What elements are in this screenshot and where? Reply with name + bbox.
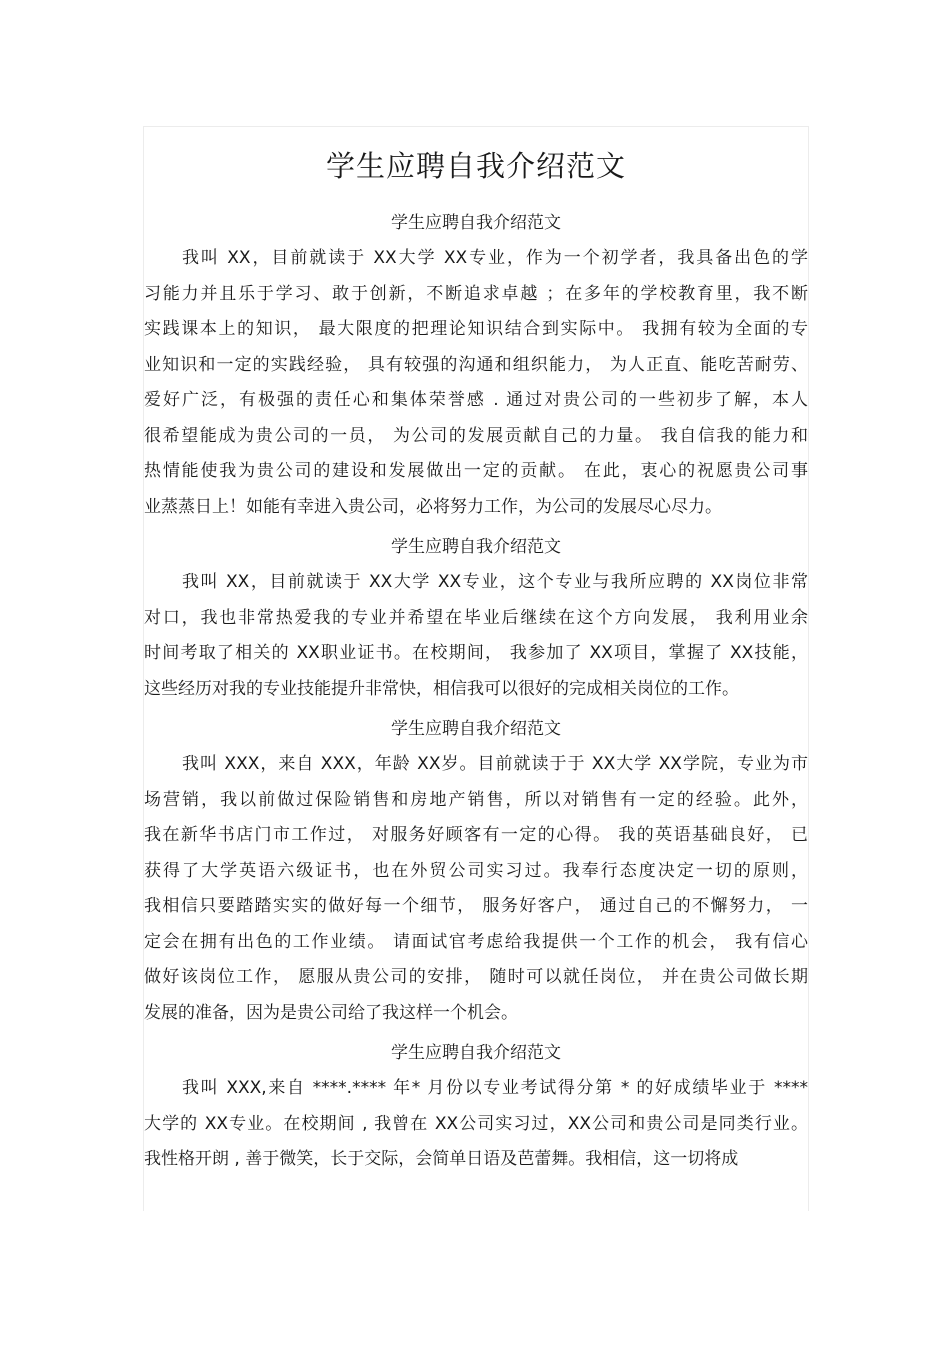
paragraph-line: 爱好广泛，有极强的责任心和集体荣誉感 . 通过对贵公司的一些初步了解，本人: [144, 390, 808, 410]
paragraph-line: 场营销，我以前做过保险销售和房地产销售，所以对销售有一定的经验。此外，: [144, 789, 808, 810]
section-2: [144, 529, 808, 707]
section-4: [144, 1035, 808, 1178]
paragraph-line: 这些经历对我的专业技能提升非常快，相信我可以很好的完成相关岗位的工作。: [144, 678, 739, 699]
section-3: [144, 711, 808, 1031]
paragraph-line: 我在新华书店门市工作过， 对服务好顾客有一定的心得。 我的英语基础良好， 已: [144, 825, 808, 845]
section-paragraph: [144, 1071, 808, 1178]
paragraph-line: 定会在拥有出色的工作业绩。 请面试官考虑给我提供一个工作的机会， 我有信心: [144, 931, 808, 952]
paragraph-line: 大学的 XX专业。在校期间 , 我曾在 XX公司实习过，XX公司和贵公司是同类行业。: [144, 1113, 808, 1134]
paragraph-line: 做好该岗位工作， 愿服从贵公司的安排， 随时可以就任岗位， 并在贵公司做长期: [144, 967, 808, 987]
paragraph-line: 发展的准备，因为是贵公司给了我这样一个机会。: [144, 1002, 518, 1023]
paragraph-line: 热情能使我为贵公司的建设和发展做出一定的贡献。 在此，衷心的祝愿贵公司事: [144, 461, 808, 481]
paragraph-line: 我性格开朗 , 善于微笑，长于交际，会简单日语及芭蕾舞。我相信，这一切将成: [144, 1149, 739, 1169]
section-paragraph: [144, 241, 808, 525]
section-heading: 学生应聘自我介绍范文: [391, 1043, 561, 1063]
paragraph-line: 我叫 XXX，来自 XXX，年龄 XX岁。目前就读于于 XX大学 XX学院，专业为市: [182, 754, 808, 774]
paragraph-line: 获得了大学英语六级证书，也在外贸公司实习过。我奉行态度决定一切的原则，: [144, 860, 808, 881]
section-paragraph: [144, 565, 808, 707]
section-heading: 学生应聘自我介绍范文: [391, 719, 561, 739]
paragraph-line: 业蒸蒸日上！如能有幸进入贵公司，必将努力工作，为公司的发展尽心尽力。: [144, 496, 722, 517]
section-1: [144, 205, 808, 525]
section-heading: 学生应聘自我介绍范文: [391, 213, 561, 233]
paragraph-line: 习能力并且乐于学习、敢于创新，不断追求卓越 ；在多年的学校教育里，我不断: [144, 283, 808, 304]
document-page: [143, 126, 809, 1211]
paragraph-line: 实践课本上的知识， 最大限度的把理论知识结合到实际中。 我拥有较为全面的专: [144, 319, 808, 339]
section-heading: 学生应聘自我介绍范文: [391, 537, 561, 557]
paragraph-line: 很希望能成为贵公司的一员， 为公司的发展贡献自己的力量。 我自信我的能力和: [144, 425, 808, 446]
paragraph-line: 对口，我也非常热爱我的专业并希望在毕业后继续在这个方向发展， 我利用业余: [144, 607, 808, 628]
section-paragraph: [144, 747, 808, 1031]
document-title: 学生应聘自我介绍范文: [325, 149, 626, 183]
paragraph-line: 我叫 XXX,来自 ****.**** 年* 月份以专业考试得分第 * 的好成绩毕业于 ****: [182, 1078, 808, 1098]
paragraph-line: 我相信只要踏踏实实的做好每一个细节， 服务好客户， 通过自己的不懈努力， 一: [144, 896, 808, 916]
document-body: [144, 205, 808, 1182]
paragraph-line: 我叫 XX，目前就读于 XX大学 XX专业，作为一个初学者，我具备出色的学: [182, 248, 808, 268]
paragraph-line: 时间考取了相关的 XX职业证书。在校期间， 我参加了 XX项目，掌握了 XX技能，: [144, 643, 808, 663]
paragraph-line: 业知识和一定的实践经验， 具有较强的沟通和组织能力， 为人正直、能吃苦耐劳、: [144, 354, 808, 375]
paragraph-line: 我叫 XX，目前就读于 XX大学 XX专业，这个专业与我所应聘的 XX岗位非常: [182, 572, 808, 592]
